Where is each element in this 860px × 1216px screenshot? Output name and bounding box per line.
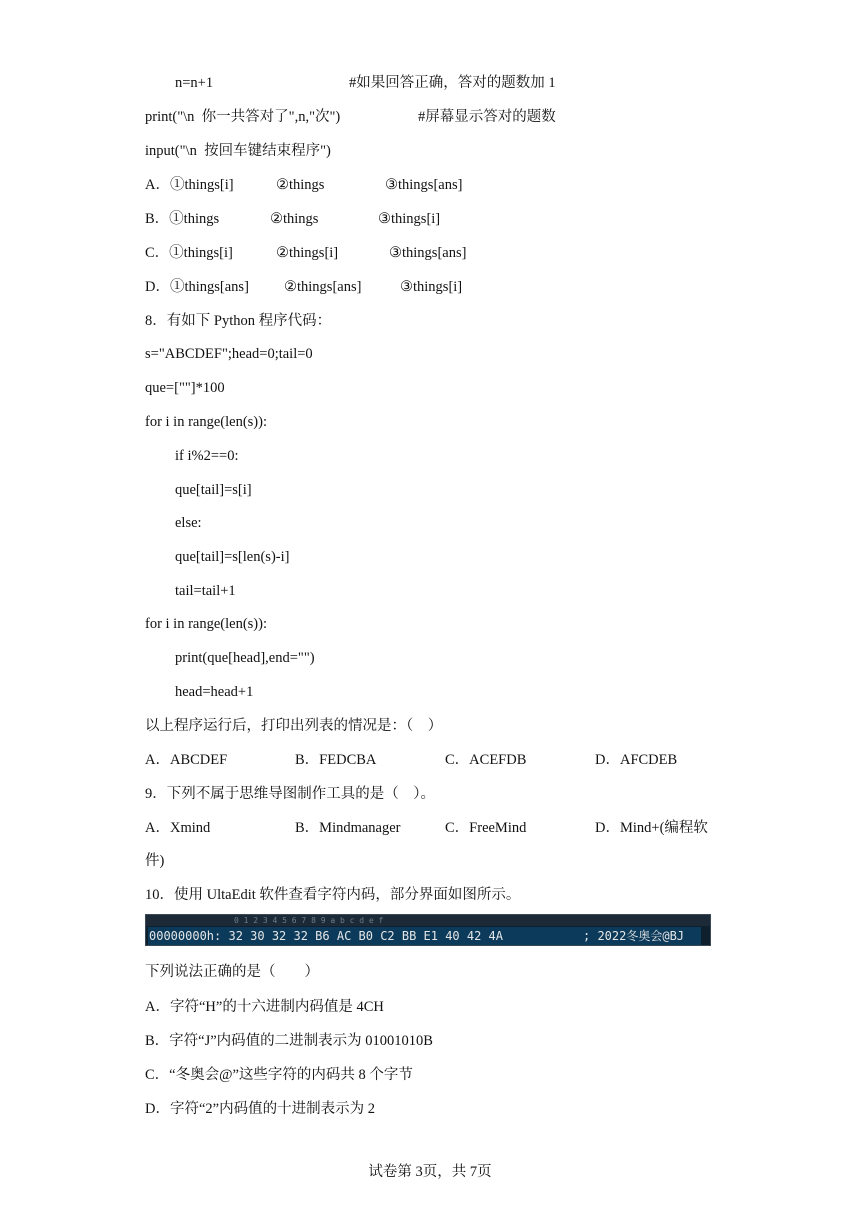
code-line: if i%2==0: [175,448,239,464]
question-8-prompt: 以上程序运行后，打印出列表的情况是：（ ） [145,718,443,734]
code-line: head=head+1 [175,684,254,700]
code-line: que[tail]=s[len(s)-i] [175,549,290,565]
option-c: C．ACEFDB [445,752,527,768]
question-8-stem: 8．有如下 Python 程序代码： [145,313,332,329]
code-line: for i in range(len(s)): [145,616,267,632]
option-b: B．FEDCBA [295,752,377,768]
question-9-stem: 9．下列不属于思维导图制作工具的是（ ）。 [145,786,435,802]
hex-header-text: 0 1 2 3 4 5 6 7 8 9 a b c d e f [234,916,384,925]
option-d-2: ②things[ans] [284,279,362,295]
code-line: for i in range(len(s)): [145,414,267,430]
option-c: C．FreeMind [445,820,527,836]
code-comment: #屏幕显示答对的题数 [418,109,556,125]
page-footer: 试卷第 3页，共 7页 [368,1164,492,1180]
code-line: print(que[head],end="") [175,650,315,666]
hex-ascii: ; 2022冬奥会@BJ [583,929,685,943]
option-d-wrap: 件) [145,853,165,869]
option-d-3: ③things[i] [400,279,463,295]
hex-row: 00000000h: 32 30 32 32 B6 AC B0 C2 BB E1 40 42 4A [149,929,504,943]
option-b: B．①things [145,211,220,227]
code-line: que[tail]=s[i] [175,482,252,498]
code-line: s="ABCDEF";head=0;tail=0 [145,346,313,362]
option-c-2: ②things[i] [276,245,339,261]
option-c: C．“冬奥会@”这些字符的内码共 8 个字节 [145,1067,413,1083]
option-b: B．字符“J”内码值的二进制表示为 01001010B [145,1033,433,1049]
hex-column-header [146,915,710,926]
option-d: D．AFCDEB [595,752,678,768]
option-a: A．ABCDEF [145,752,228,768]
option-a: A．Xmind [145,820,211,836]
option-a: A．①things[i] [145,177,234,193]
option-d: D．字符“2”内码值的十进制表示为 2 [145,1101,375,1117]
option-a-3: ③things[ans] [385,177,463,193]
code-line: print("\n 你一共答对了",n,"次") [145,109,341,125]
option-c: C．①things[i] [145,245,233,261]
code-line: input("\n 按回车键结束程序") [145,143,331,159]
code-line: que=[""]*100 [145,380,225,396]
option-d: D．①things[ans] [145,279,249,295]
option-a: A．字符“H”的十六进制内码值是 4CH [145,999,384,1015]
question-10-stem: 10．使用 UltaEdit 软件查看字符内码，部分界面如图所示。 [145,887,521,903]
code-line: else: [175,515,202,531]
option-a-2: ②things [276,177,325,193]
option-d: D．Mind+(编程软 [595,820,708,836]
code-line: n=n+1 [175,75,214,91]
hex-editor-figure [145,914,711,946]
code-comment: #如果回答正确，答对的题数加 1 [349,75,556,91]
question-10-prompt: 下列说法正确的是（ ） [145,964,319,980]
code-line: tail=tail+1 [175,583,236,599]
option-b: B．Mindmanager [295,820,401,836]
option-b-3: ③things[i] [378,211,441,227]
option-b-2: ②things [270,211,319,227]
option-c-3: ③things[ans] [389,245,467,261]
